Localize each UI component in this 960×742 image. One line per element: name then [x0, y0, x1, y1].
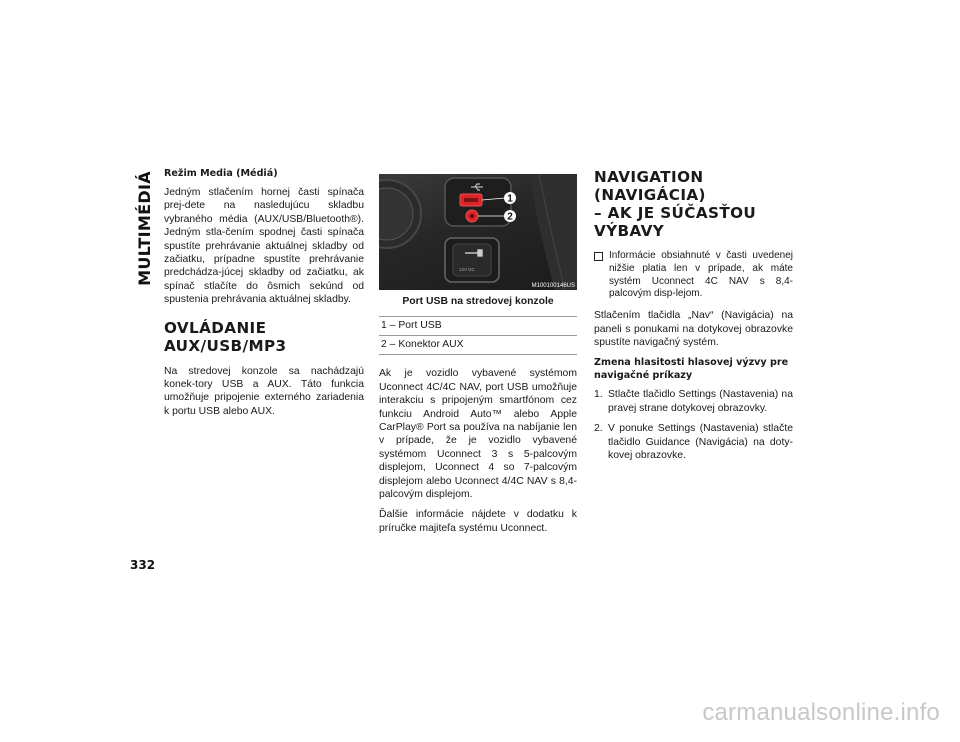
legend-item: 1 – Port USB	[381, 320, 442, 332]
navigation-heading	[594, 168, 793, 240]
section-side-tab	[132, 172, 156, 284]
list-item-number: 2.	[594, 423, 603, 435]
media-mode-subheading: Režim Media (Médiá)	[164, 168, 278, 179]
usb-port-figure	[379, 174, 577, 290]
figure-caption: Port USB na stredovej konzole	[402, 296, 554, 307]
column-middle	[379, 174, 577, 542]
list-item-text: Stlačte tlačidlo Settings (Nastavenia) na pravej strane dotykovej obrazovky.	[608, 389, 793, 414]
aux-usb-paragraph: Na stredovej konzole sa nachádzajú konek-tory USB a AUX. Táto funkcia umožňuje pripojenie externého zariadenia k portu USB alebo AUX.	[164, 365, 364, 417]
callout-1-label: 1	[507, 193, 513, 205]
list-item-number: 1.	[594, 389, 603, 401]
media-mode-paragraph: Jedným stlačením hornej časti spínača prej-dete na nasledujúcu skladbu vybraného média (AUX/USB/Bluetooth®). Jedným stla-čením spodnej časti spínača spustíte prehrávanie aktuálnej skladby od začiatku, prípadne spustíte prehrávanie predchádza-júcej skladby od začiatku, ak spínač stlačíte do ôsmich sekúnd od spustenia prehrávania aktuálnej skladby.	[164, 187, 364, 306]
list-item-text: V ponuke Settings (Nastavenia) stlačte tlačidlo Guidance (Navigácia) na doty-kovej obrazovke.	[608, 423, 793, 462]
equipment-note	[594, 250, 793, 301]
voice-volume-subheading-line1: Zmena hlasitosti hlasovej výzvy pre	[594, 357, 789, 369]
site-watermark[interactable]: carmanualsonline.info	[702, 699, 940, 726]
legend-item: 2 – Konektor AUX	[379, 335, 577, 354]
image-code: M100100146US	[531, 283, 575, 289]
equipment-note-text: Informácie obsiahnuté v časti uvedenej nižšie platia len v prípade, ak máte systém Uconnect 4C NAV s 8,4-palcovým disp-lejom.	[609, 250, 793, 300]
list-item	[594, 422, 793, 462]
voice-volume-subheading	[594, 356, 793, 382]
socket-label: 12V DC	[459, 267, 475, 272]
navigation-heading-line1: NAVIGATION (NAVIGÁCIA)	[594, 168, 706, 204]
usb-port-illustration	[379, 174, 577, 290]
nav-button-paragraph: Stlačením tlačidla „Nav“ (Navigácia) na paneli s ponukami na dotykovej obrazovke spustíte navigačný systém.	[594, 310, 793, 348]
uconnect-reference-paragraph: Ďalšie informácie nájdete v dodatku k príručke majiteľa systému Uconnect.	[379, 509, 577, 534]
callout-2-label: 2	[507, 211, 513, 223]
voice-volume-subheading-line2: navigačné príkazy	[594, 370, 693, 382]
note-checkbox-icon	[594, 252, 603, 261]
section-side-tab-label: MULTIMÉDIÁ	[134, 170, 154, 286]
page-number: 332	[130, 558, 156, 572]
list-item	[594, 388, 793, 415]
column-right	[594, 168, 793, 469]
uconnect-usb-paragraph: Ak je vozidlo vybavené systémom Uconnect 4C/4C NAV, port USB umožňuje interakciu s pripojeným smartfónom cez funkciu Android Auto™ alebo Apple CarPlay® Port sa používa na nabíjanie len v prípade, že je vozidlo vybavené systémom Uconnect 3 s 5-palcovým displejom, Uconnect 4 so 7-palcovým displejom alebo Uconnect 4/4C NAV s 8,4-palcovým displejom.	[379, 368, 577, 501]
figure-legend	[379, 316, 577, 355]
aux-usb-heading: OVLÁDANIE AUX/USB/MP3	[164, 318, 287, 355]
navigation-heading-line2: – AK JE SÚČASŤOU VÝBAVY	[594, 204, 757, 240]
column-left	[164, 167, 364, 425]
